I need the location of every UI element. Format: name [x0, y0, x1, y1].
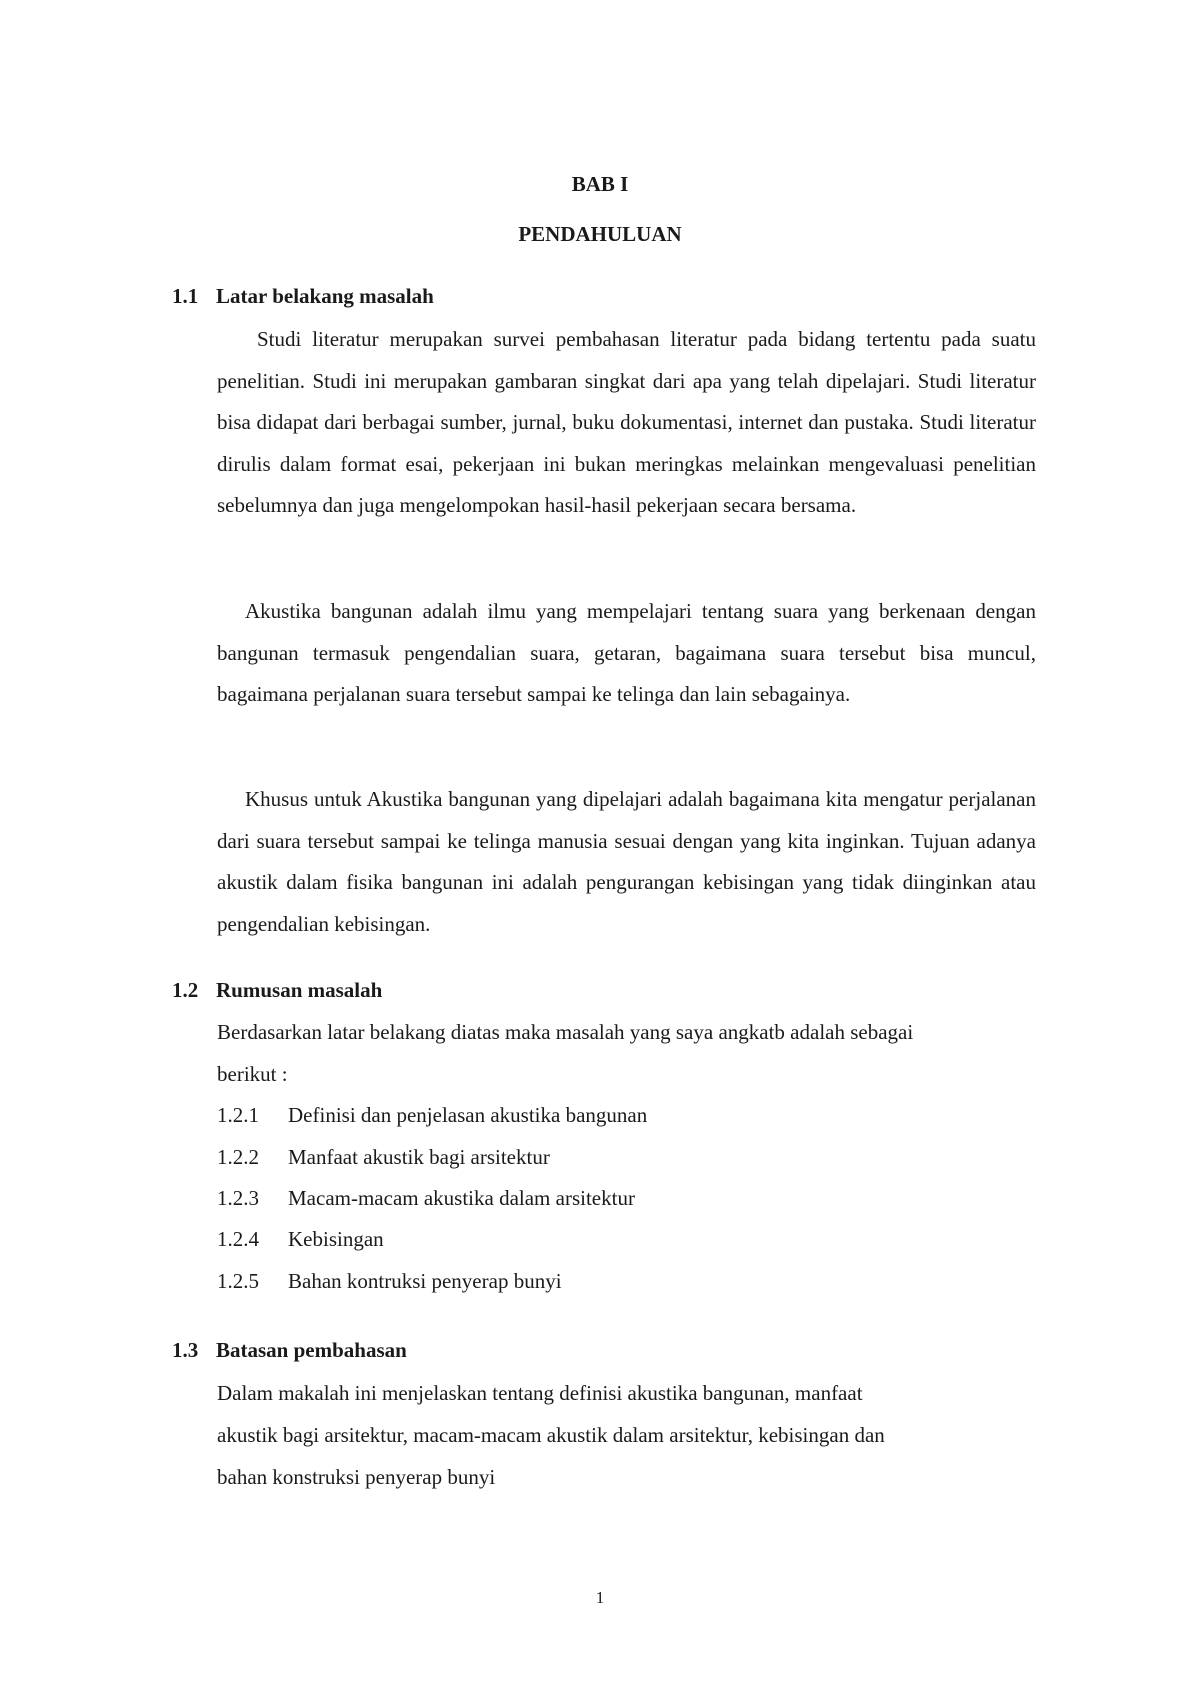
rumusan-intro-line-1: Berdasarkan latar belakang diatas maka masalah yang saya angkatb adalah sebagai [217, 1020, 914, 1044]
list-item-number: 1.2.4 [217, 1227, 259, 1251]
list-item-number: 1.2.3 [217, 1186, 259, 1210]
section-number: 1.1 [172, 284, 199, 308]
list-item-text: Definisi dan penjelasan akustika bangunan [288, 1103, 648, 1127]
list-item-text: Manfaat akustik bagi arsitektur [288, 1145, 550, 1169]
section-heading-1-3 [172, 1338, 407, 1363]
batasan-line-3: bahan konstruksi penyerap bunyi [217, 1465, 496, 1489]
section-number: 1.2 [172, 978, 199, 1002]
section-heading-1-1 [172, 284, 434, 309]
list-item [217, 1186, 635, 1211]
list-item-text: Bahan kontruksi penyerap bunyi [288, 1269, 562, 1293]
chapter-label: BAB I [571, 172, 629, 196]
page-number: 1 [595, 1588, 605, 1607]
list-item [217, 1145, 550, 1170]
section-number: 1.3 [172, 1338, 199, 1362]
rumusan-intro-line-2: berikut : [217, 1062, 288, 1086]
list-item [217, 1103, 647, 1128]
section-heading-1-2 [172, 978, 382, 1003]
chapter-title: PENDAHULUAN [518, 222, 682, 246]
batasan-line-2: akustik bagi arsitektur, macam-macam akustik dalam arsitektur, kebisingan dan [217, 1423, 885, 1447]
list-item [217, 1269, 562, 1294]
batasan-line-1: Dalam makalah ini menjelaskan tentang definisi akustika bangunan, manfaat [217, 1381, 863, 1405]
list-item-text: Macam-macam akustika dalam arsitektur [288, 1186, 635, 1210]
paragraph-studi-literatur: Studi literatur merupakan survei pembahasan literatur pada bidang tertentu pada suatu penelitian. Studi ini merupakan gambaran singkat dari apa yang telah dipelajari. Studi literatur bisa didapat dari berbagai sumber, jurnal, buku dokumentasi, internet dan pustaka. Studi literatur dirulis dalam format esai, pekerjaan ini bukan meringkas melainkan mengevaluasi penelitian sebelumnya dan juga mengelompokan hasil-hasil pekerjaan secara bersama. [217, 327, 1036, 517]
paragraph-akustika-bangunan: Akustika bangunan adalah ilmu yang mempelajari tentang suara yang berkenaan dengan bangunan termasuk pengendalian suara, getaran, bagaimana suara tersebut bisa muncul, bagaimana perjalanan suara tersebut sampai ke telinga dan lain sebagainya. [217, 599, 1036, 706]
section-title: Batasan pembahasan [216, 1338, 407, 1362]
list-item-number: 1.2.5 [217, 1269, 259, 1293]
list-item-number: 1.2.1 [217, 1103, 259, 1127]
list-item-number: 1.2.2 [217, 1145, 259, 1169]
paragraph-khusus-akustika: Khusus untuk Akustika bangunan yang dipelajari adalah bagaimana kita mengatur perjalanan dari suara tersebut sampai ke telinga manusia sesuai dengan yang kita inginkan. Tujuan adanya akustik dalam fisika bangunan ini adalah pengurangan kebisingan yang tidak diinginkan atau pengendalian kebisingan. [217, 787, 1036, 936]
section-title: Rumusan masalah [216, 978, 383, 1002]
list-item [217, 1227, 384, 1252]
list-item-text: Kebisingan [288, 1227, 384, 1251]
section-title: Latar belakang masalah [216, 284, 434, 308]
